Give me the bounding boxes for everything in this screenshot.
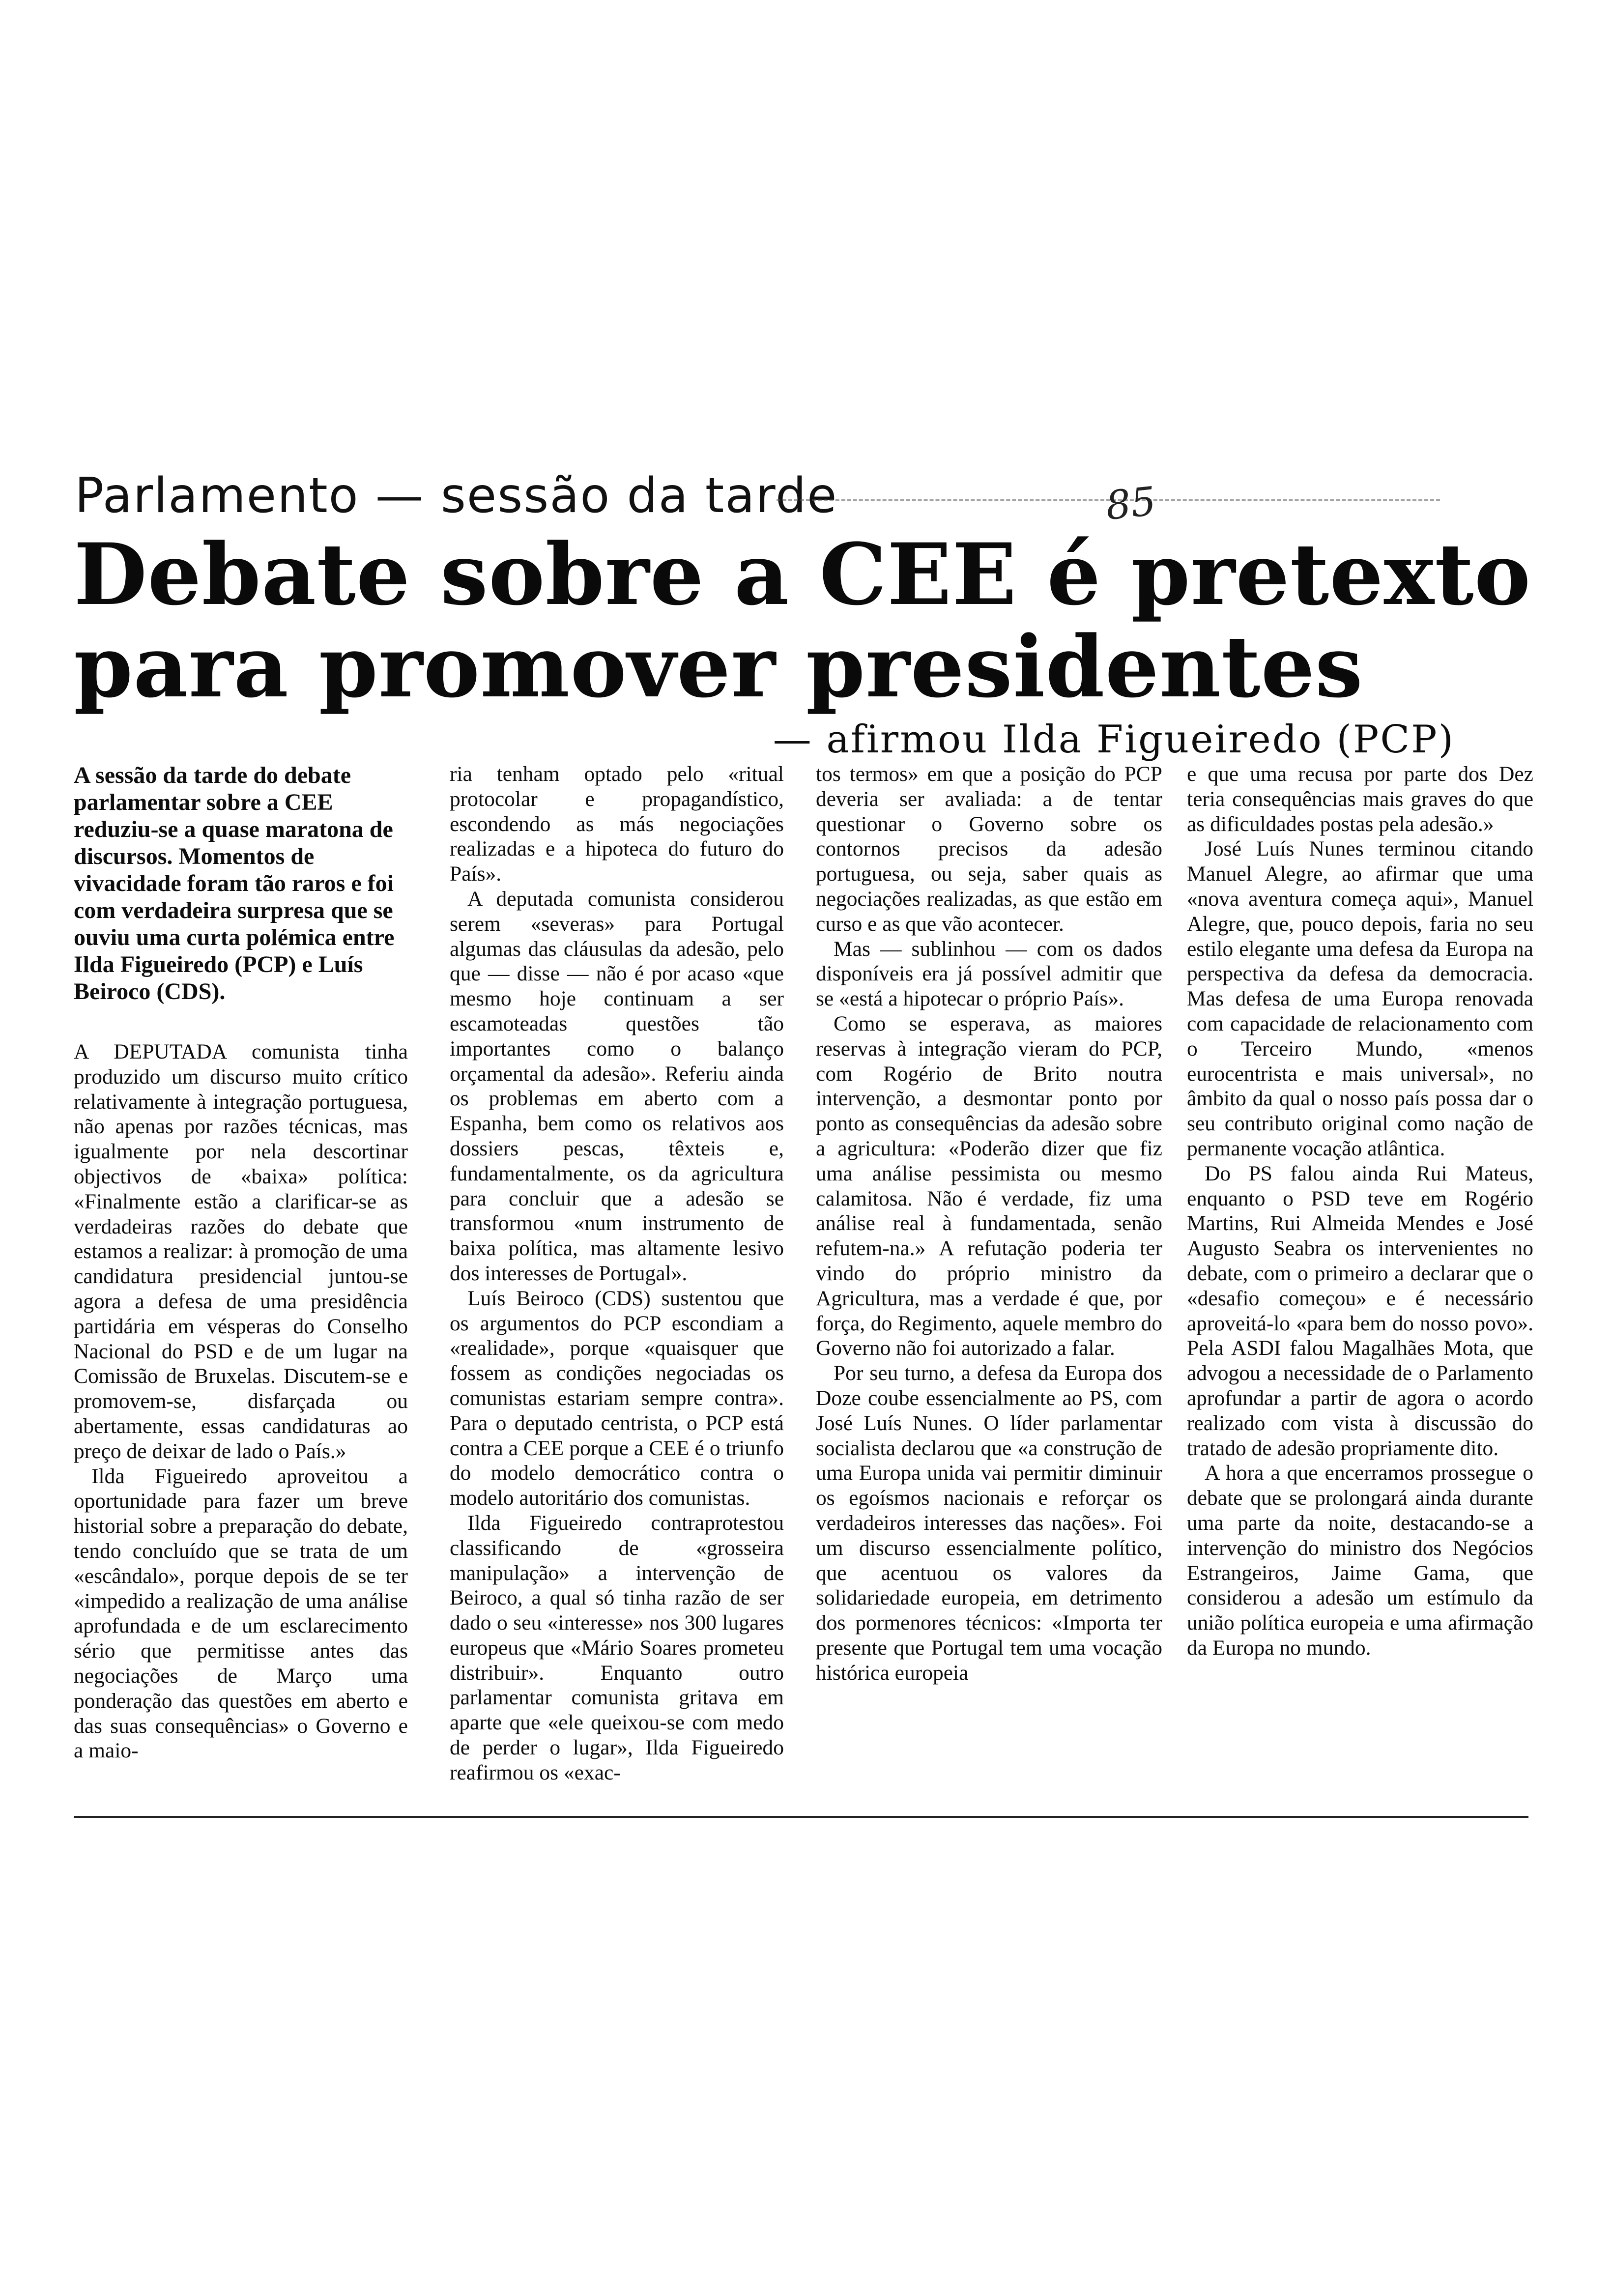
section-kicker: Parlamento — sessão da tarde xyxy=(75,468,838,524)
headline-line-1: Debate sobre a CEE é pretexto xyxy=(74,524,1531,624)
body-paragraph: Do PS falou ainda Rui Mateus, enquanto o PSD teve em Rogério Martins, Rui Almeida Mendes e José Augusto Seabra os intervenientes no debate, com o primeiro a declarar que o «desafio começou» e é necessário aproveitá-lo «para bem do nosso povo». Pela ASDI falou Magalhães Mota, que advogou a necessidade de o Parlamento aprofundar a partir de agora o acordo realizado com vista à discussão do tratado de adesão propriamente dito. xyxy=(1187,1161,1533,1460)
body-paragraph: tos termos» em que a posição do PCP deveria ser avaliada: a de tentar questionar o Governo sobre os contornos precisos da adesão portuguesa, ou seja, saber quais as negociações realizadas, as que estão em curso e as que vão acontecer. xyxy=(816,762,1162,936)
body-paragraph: Mas — sublinhou — com os dados disponíveis era já possível admitir que se «está a hipotecar o próprio País». xyxy=(816,937,1162,1011)
body-paragraph: ria tenham optado pelo «ritual protocolar e propagandístico, escondendo as más negociações realizadas e a hipoteca do futuro do País». xyxy=(450,762,784,886)
article-column-4 xyxy=(1187,762,1533,1661)
body-paragraph: Luís Beiroco (CDS) sustentou que os argumentos do PCP escondiam a «realidade», porque «quaisquer que fossem as condições negociadas os comunistas estariam sempre contra». Para o deputado centrista, o PCP está contra a CEE porque a CEE é o triunfo do modelo democrático contra o modelo autoritário dos comunistas. xyxy=(450,1286,784,1510)
lead-text: A sessão da tarde do debate parlamentar sobre a CEE reduziu-se a quase maratona de discursos. Momentos de vivacidade foram tão raros e foi com verdadeira surpresa que se ouviu uma curta polémica entre Ilda Figueiredo (PCP) e Luís Beiroco (CDS). xyxy=(74,762,395,1004)
body-paragraph: Ilda Figueiredo contraprotestou classificando de «grosseira manipulação» a intervenção de Beiroco, a qual só tinha razão de ser dado o seu «interesse» nos 300 lugares europeus que «Mário Soares prometeu distribuir». Enquanto outro parlamentar comunista gritava em aparte que «ele queixou-se com medo de perder o lugar», Ilda Figueiredo reafirmou os «exac- xyxy=(450,1511,784,1784)
newspaper-clipping xyxy=(74,468,1533,1823)
body-paragraph: A DEPUTADA comunista tinha produzido um discurso muito crítico relativamente à integração portuguesa, não apenas por razões técnicas, mas igualmente por nela descortinar objectivos de «baixa» política: «Finalmente estão a clarificar-se as verdadeiras razões do debate que estamos a realizar: à promoção de uma candidatura presidencial juntou-se agora a defesa de uma presidência partidária em vésperas do Conselho Nacional do PSD e de um lugar na Comissão de Bruxelas. Discutem-se e promovem-se, disfarçada ou abertamente, essas candidaturas ao preço de deixar de lado o País.» xyxy=(74,1040,408,1463)
article-column-3 xyxy=(816,762,1162,1685)
article-column-1 xyxy=(74,762,408,1763)
headline-line-2: para promover presidentes xyxy=(74,617,1363,717)
headline xyxy=(74,524,1531,717)
article-column-2 xyxy=(450,762,784,1785)
body-paragraph: Como se esperava, as maiores reservas à integração vieram do PCP, com Rogério de Brito noutra intervenção, a desmontar ponto por ponto as consequências da adesão sobre a agricultura: «Poderão dizer que fiz uma análise pessimista ou mesmo calamitosa. Não é verdade, fiz uma análise real à fundamentada, senão refutem-na.» A refutação poderia ter vindo do próprio ministro da Agricultura, mas a verdade é que, por força, do Regimento, aquele membro do Governo não foi autorizado a falar. xyxy=(816,1011,1162,1360)
body-paragraph: A deputada comunista considerou serem «severas» para Portugal algumas das cláusulas da adesão, pelo que — disse — não é por acaso «que mesmo hoje continuam a ser escamoteadas questões tão importantes como o balanço orçamental da adesão». Referiu ainda os problemas em aberto com a Espanha, bem como os relativos aos dossiers pescas, têxteis e, fundamentalmente, os da agricultura para concluir que a adesão se transformou «num instrumento de baixa política, mas altamente lesivo dos interesses de Portugal». xyxy=(450,887,784,1285)
lead-paragraph xyxy=(74,762,408,1005)
body-paragraph: Por seu turno, a defesa da Europa dos Doze coube essencialmente ao PS, com José Luís Nunes. O líder parlamentar socialista declarou que «a construção de uma Europa unida vai permitir diminuir os egoísmos nacionais e reforçar os verdadeiros interesses das nações». Foi um discurso essencialmente político, que acentuou os valores da solidariedade europeia, em detrimento dos pormenores técnicos: «Importa ter presente que Portugal tem uma vocação histórica europeia xyxy=(816,1361,1162,1685)
handwritten-mark: 85 xyxy=(1103,478,1158,529)
bottom-rule xyxy=(74,1816,1528,1818)
body-paragraph: José Luís Nunes terminou citando Manuel Alegre, ao afirmar que uma «nova aventura começa aqui», Manuel Alegre, que, pouco depois, faria no seu estilo elegante uma defesa da Europa na perspectiva da defesa da democracia. Mas defesa de uma Europa renovada com capacidade de relacionamento com o Terceiro Mundo, «menos eurocentrista e mais universal», no âmbito da qual o nosso país possa dar o seu contributo original como nação de permanente vocação atlântica. xyxy=(1187,837,1533,1160)
byline: — afirmou Ilda Figueiredo (PCP) xyxy=(773,718,1455,762)
body-paragraph: e que uma recusa por parte dos Dez teria consequências mais graves do que as dificuldades postas pela adesão.» xyxy=(1187,762,1533,836)
body-paragraph: Ilda Figueiredo aproveitou a oportunidade para fazer um breve historial sobre a preparação do debate, tendo concluído que se trata de um «escândalo», porque depois de se ter «impedido a realização de uma análise aprofundada e de um esclarecimento sério que permitisse antes das negociações de Março uma ponderação das questões em aberto e das suas consequências» o Governo e a maio- xyxy=(74,1464,408,1763)
body-paragraph: A hora a que encerramos prossegue o debate que se prolongará ainda durante uma parte da noite, destacando-se a intervenção do ministro dos Negócios Estrangeiros, Jaime Gama, que considerou a adesão um estímulo da união política europeia e uma afirmação da Europa no mundo. xyxy=(1187,1461,1533,1660)
